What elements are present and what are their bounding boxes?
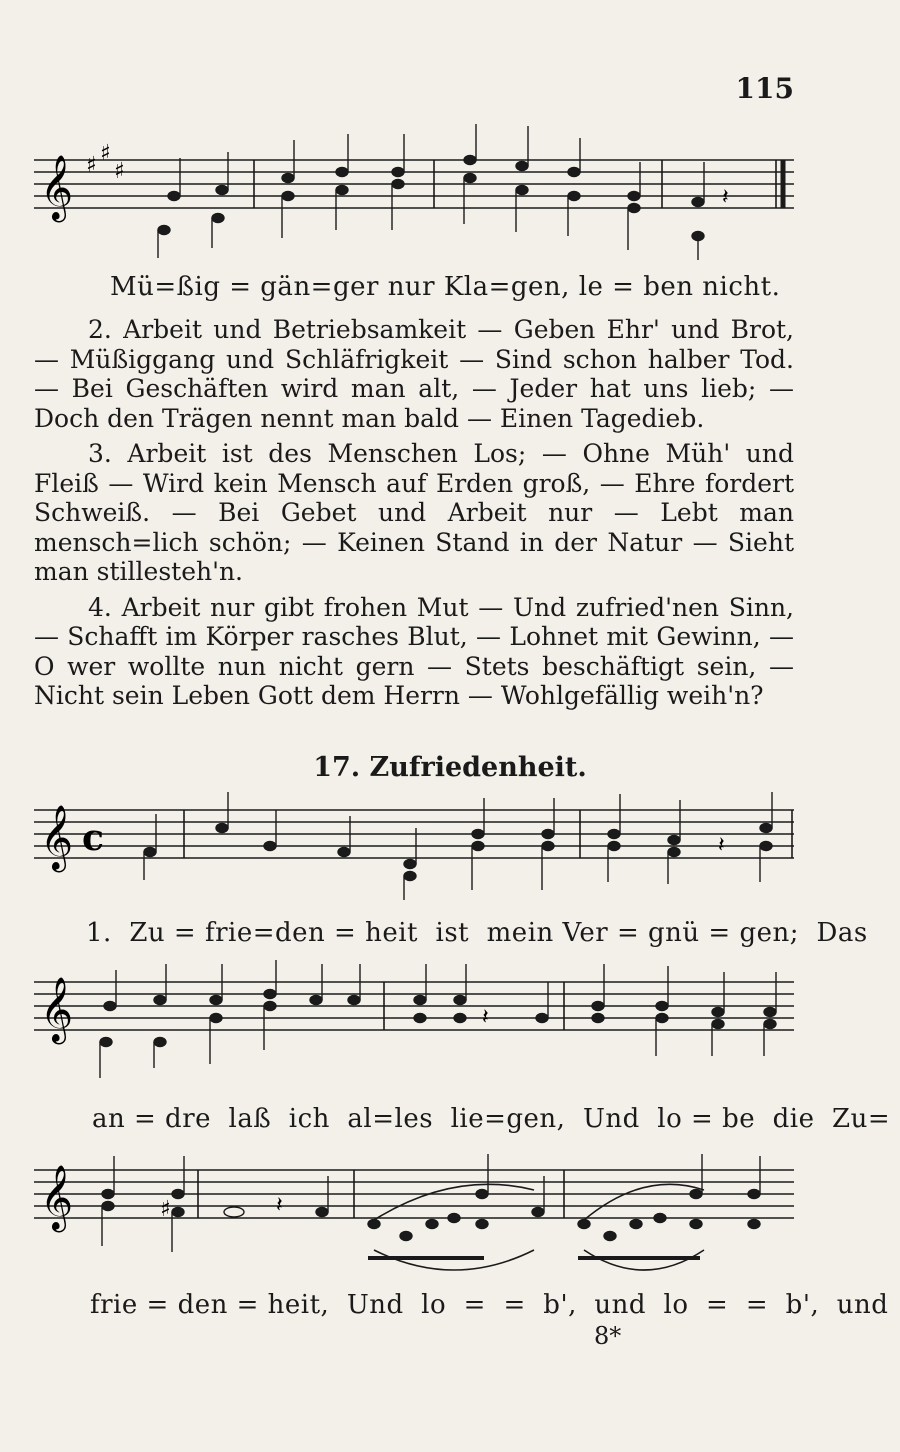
music-staff-1 (34, 120, 794, 270)
music-staff-2 (34, 790, 794, 910)
svg-text:𝄽: 𝄽 (482, 1005, 489, 1030)
verse-4: 4. Arbeit nur gibt frohen Mut — Und zufried'nen Sinn, — Schafft im Körper rasches Blut, — Lohnet mit Gewinn, — O wer wollte nun nicht gern — Stets beschäftigt sein, — Nicht sein Leben Gott dem Herrn — Wohlgefällig weih'n? (34, 592, 794, 710)
page-number: 115 (735, 72, 794, 105)
svg-text:♯: ♯ (160, 1197, 171, 1222)
signature-mark: 8* (594, 1322, 622, 1350)
svg-text:𝄽: 𝄽 (718, 833, 725, 858)
song-lyric-line-3: frie = den = heit, Und lo = = b', und lo = = b', und (90, 1290, 889, 1320)
first-song-lyric: Mü=ßig = gän=ger nur Kla=gen, le = ben nicht. (110, 272, 781, 302)
song-lyric-line-2: an = dre laß ich al=les lie=gen, Und lo = be die Zu= (92, 1104, 891, 1134)
svg-text:c: c (82, 817, 104, 859)
song-lyric-line-1: 1. Zu = frie=den = heit ist mein Ver = gnü = gen; Das (86, 918, 868, 948)
svg-text:𝄞: 𝄞 (40, 155, 74, 220)
song-title: 17. Zufriedenheit. (313, 752, 587, 783)
svg-text:♯: ♯ (100, 141, 111, 166)
svg-text:𝄞: 𝄞 (40, 1165, 74, 1230)
svg-text:♯: ♯ (86, 153, 97, 178)
svg-text:♯: ♯ (114, 159, 125, 184)
music-staff-3 (34, 960, 794, 1090)
svg-text:𝄞: 𝄞 (40, 977, 74, 1042)
verse-2: 2. Arbeit und Betriebsamkeit — Geben Ehr' und Brot, — Müßiggang und Schläfrigkeit — Sind schon halber Tod. — Bei Geschäften wird man alt, — Jeder hat uns lieb; — Doch den Trägen nennt man bald — Einen Tagedieb. (34, 315, 794, 433)
verse-3: 3. Arbeit ist des Menschen Los; — Ohne Müh' und Fleiß — Wird kein Mensch auf Erden groß, — Ehre fordert Schweiß. — Bei Gebet und Arbeit nur — Lebt man mensch=lich schön; — Keinen Stand in der Natur — Sieht man stillesteh'n. (34, 439, 794, 586)
verse-block (34, 315, 794, 717)
music-staff-4 (34, 1150, 794, 1280)
svg-text:𝄽: 𝄽 (276, 1193, 283, 1218)
svg-text:𝄽: 𝄽 (722, 185, 729, 210)
svg-text:𝄞: 𝄞 (40, 805, 74, 870)
